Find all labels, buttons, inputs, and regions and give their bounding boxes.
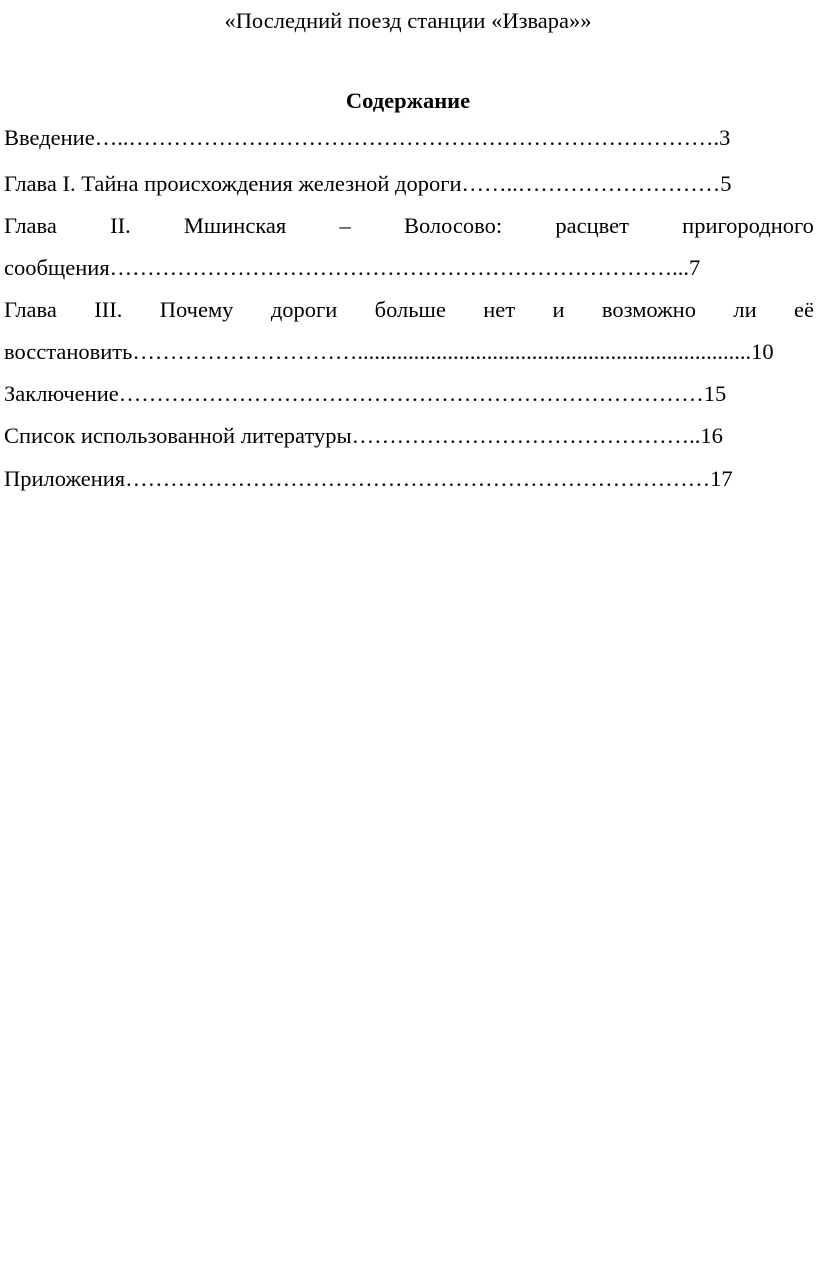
toc-word: пригородного: [682, 213, 814, 238]
toc-word: Глава: [4, 297, 57, 322]
toc-word: её: [794, 297, 814, 322]
toc-entry-chapter-2-line-2: сообщения…………………………………………………………………...7: [4, 255, 701, 280]
toc-word: ли: [733, 297, 757, 322]
toc-heading: Содержание: [345, 88, 471, 113]
toc-word: больше: [374, 297, 446, 322]
toc-word: Почему: [159, 297, 234, 322]
toc-word: возможно: [601, 297, 696, 322]
toc-word: III.: [94, 297, 123, 322]
toc-entry-appendices: Приложения……………………………………………………………………17: [4, 466, 733, 491]
toc-word: –: [339, 213, 351, 238]
toc-entry-conclusion: Заключение……………………………………………………………………15: [4, 381, 727, 406]
toc-entry-references: Список использованной литературы………………………………………..16: [4, 423, 723, 448]
document-title: «Последний поезд станции «Извара»»: [224, 8, 592, 33]
toc-word: Глава: [4, 213, 57, 238]
toc-entry-chapter-3-line-1: [4, 295, 814, 325]
toc-word: дороги: [270, 297, 338, 322]
toc-word: Мшинская: [183, 213, 287, 238]
toc-entry-chapter-3-line-2: восстановить…………………………......................................................................10: [4, 339, 774, 364]
toc-entry-chapter-1: Глава I. Тайна происхождения железной дороги……..………………………5: [4, 171, 732, 196]
toc-word: Волосово:: [403, 213, 503, 238]
toc-word: нет: [483, 297, 516, 322]
toc-entry-introduction: Введение…..…………………………………………………………………….3: [4, 125, 731, 150]
toc-entry-chapter-2-line-1: [4, 211, 814, 241]
toc-word: расцвет: [555, 213, 629, 238]
toc-word: и: [552, 297, 565, 322]
toc-word: II.: [110, 213, 131, 238]
